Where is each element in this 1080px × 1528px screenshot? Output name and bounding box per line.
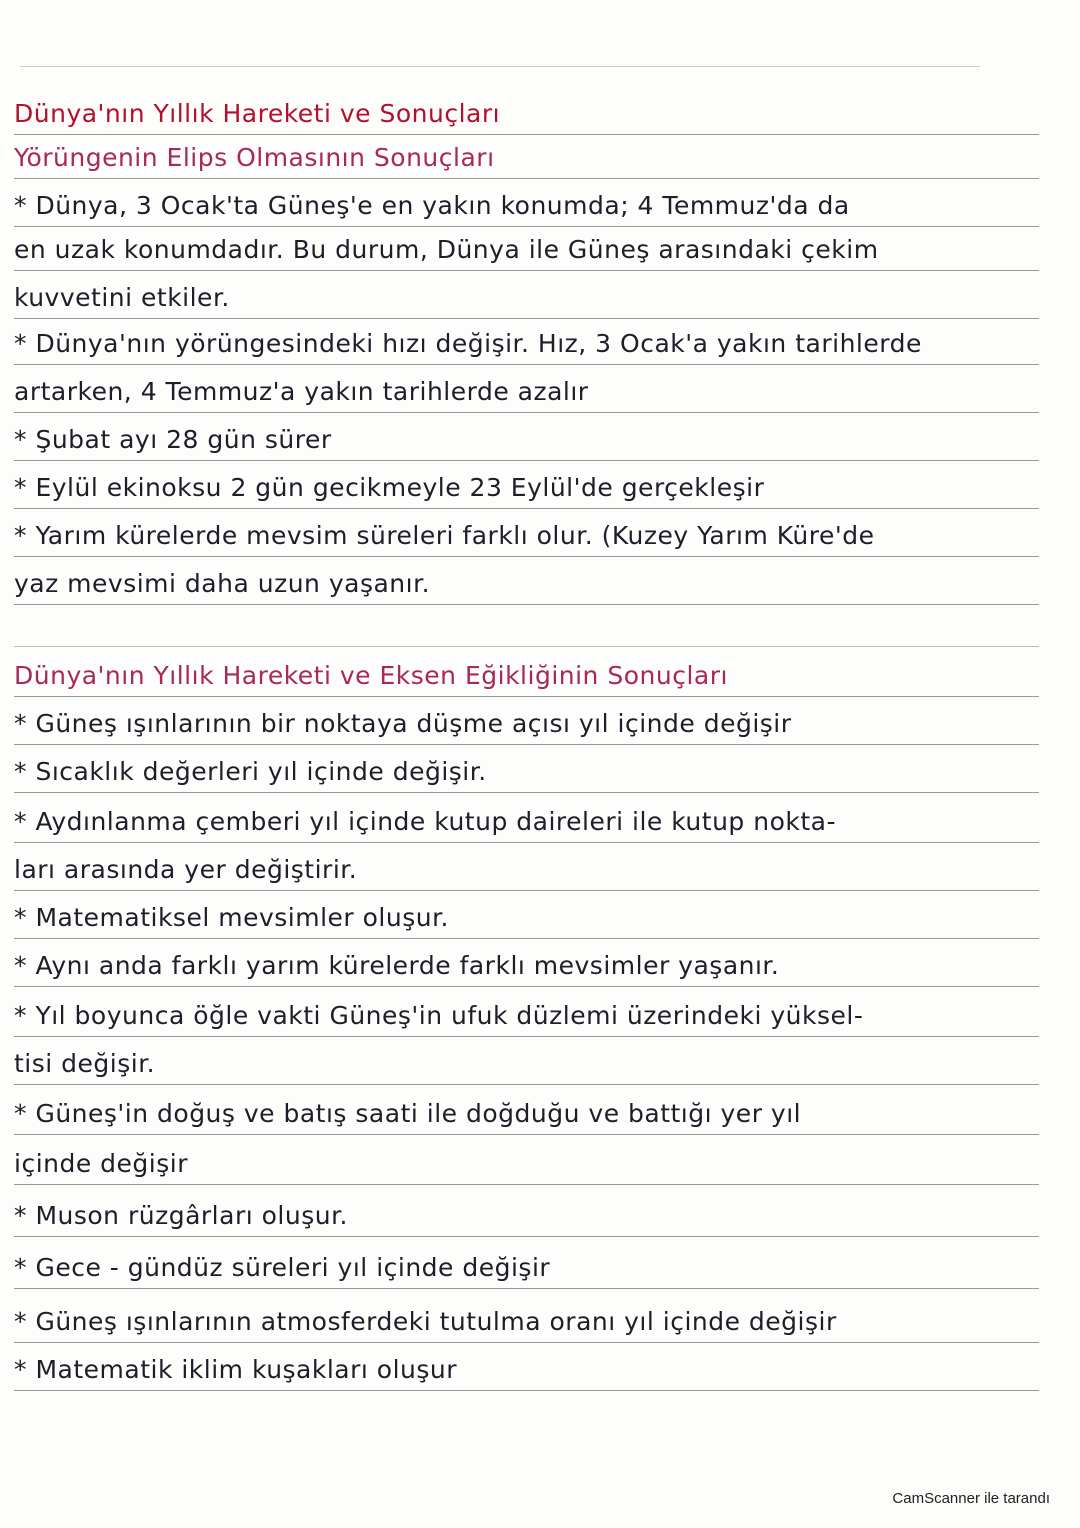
note-line: en uzak konumdadır. Bu durum, Dünya ile Güneş arasındaki çekim [14, 230, 1039, 271]
note-line: * Dünya'nın yörüngesindeki hızı değişir. Hız, 3 Ocak'a yakın tarihlerde [14, 324, 1039, 365]
note-line: * Matematik iklim kuşakları oluşur [14, 1350, 1039, 1391]
note-line: * Eylül ekinoksu 2 gün gecikmeyle 23 Eylül'de gerçekleşir [14, 468, 1039, 509]
note-line: * Güneş ışınlarının bir noktaya düşme açısı yıl içinde değişir [14, 704, 1039, 745]
section2-title: Dünya'nın Yıllık Hareketi ve Eksen Eğikliğinin Sonuçları [14, 656, 1039, 697]
page-top-rule [20, 66, 980, 67]
note-line: * Sıcaklık değerleri yıl içinde değişir. [14, 752, 1039, 793]
note-line: kuvvetini etkiler. [14, 278, 1039, 319]
note-line: * Dünya, 3 Ocak'ta Güneş'e en yakın konumda; 4 Temmuz'da da [14, 186, 1039, 227]
note-line: artarken, 4 Temmuz'a yakın tarihlerde azalır [14, 372, 1039, 413]
blank-rule [14, 606, 1039, 647]
note-line: * Aydınlanma çemberi yıl içinde kutup daireleri ile kutup nokta- [14, 802, 1039, 843]
note-line: * Güneş ışınlarının atmosferdeki tutulma oranı yıl içinde değişir [14, 1302, 1039, 1343]
note-line: * Aynı anda farklı yarım kürelerde farklı mevsimler yaşanır. [14, 946, 1039, 987]
note-line: * Matematiksel mevsimler oluşur. [14, 898, 1039, 939]
note-line: * Yarım kürelerde mevsim süreleri farklı olur. (Kuzey Yarım Küre'de [14, 516, 1039, 557]
note-line: * Gece - gündüz süreleri yıl içinde değişir [14, 1248, 1039, 1289]
section1-subtitle: Yörüngenin Elips Olmasının Sonuçları [14, 138, 1039, 179]
note-line: ları arasında yer değiştirir. [14, 850, 1039, 891]
note-line: * Yıl boyunca öğle vakti Güneş'in ufuk düzlemi üzerindeki yüksel- [14, 996, 1039, 1037]
note-line: içinde değişir [14, 1144, 1039, 1185]
scanner-watermark: CamScanner ile tarandı [892, 1490, 1050, 1507]
note-line: tisi değişir. [14, 1044, 1039, 1085]
note-line: yaz mevsimi daha uzun yaşanır. [14, 564, 1039, 605]
note-line: * Muson rüzgârları oluşur. [14, 1196, 1039, 1237]
section1-title: Dünya'nın Yıllık Hareketi ve Sonuçları [14, 94, 1039, 135]
note-line: * Şubat ayı 28 gün sürer [14, 420, 1039, 461]
note-line: * Güneş'in doğuş ve batış saati ile doğduğu ve battığı yer yıl [14, 1094, 1039, 1135]
